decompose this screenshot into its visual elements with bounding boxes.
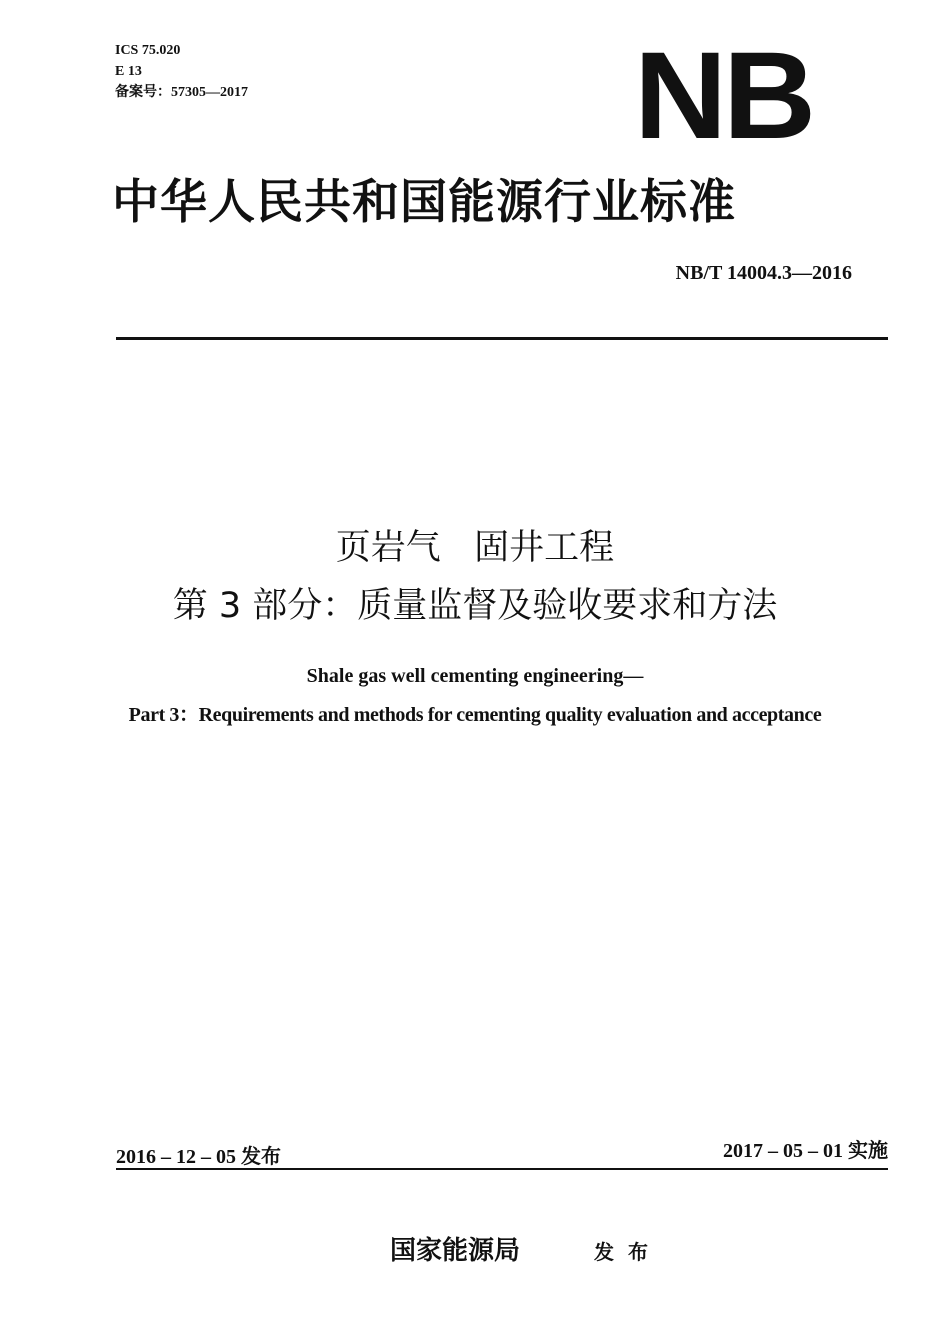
record-number: 备案号：57305—2017: [115, 85, 248, 100]
nb-logo: NB: [634, 27, 812, 165]
bottom-divider: [116, 1168, 888, 1170]
classification-code: E 13: [115, 64, 142, 79]
metadata-block: [115, 40, 248, 103]
standard-category-title: 中华人民共和国能源行业标准: [112, 175, 736, 230]
effective-date: 2017 – 05 – 01 实施: [723, 1140, 888, 1162]
publish-label: 发布: [594, 1240, 662, 1264]
standard-number: NB/T 14004.3—2016: [675, 262, 852, 284]
top-divider: [116, 337, 888, 340]
title-en-line1: Shale gas well cementing engineering—: [306, 665, 644, 687]
title-en-line2: Part 3：Requirements and methods for cementing quality evaluation and acceptance: [128, 704, 822, 726]
issue-date: 2016 – 12 – 05 发布: [116, 1146, 281, 1168]
title-cn-line1: 页岩气 固井工程: [335, 528, 615, 568]
ics-code: ICS 75.020: [115, 43, 181, 58]
title-cn-line2: 第 3 部分：质量监督及验收要求和方法: [172, 586, 778, 626]
publisher-name: 国家能源局: [390, 1236, 521, 1266]
